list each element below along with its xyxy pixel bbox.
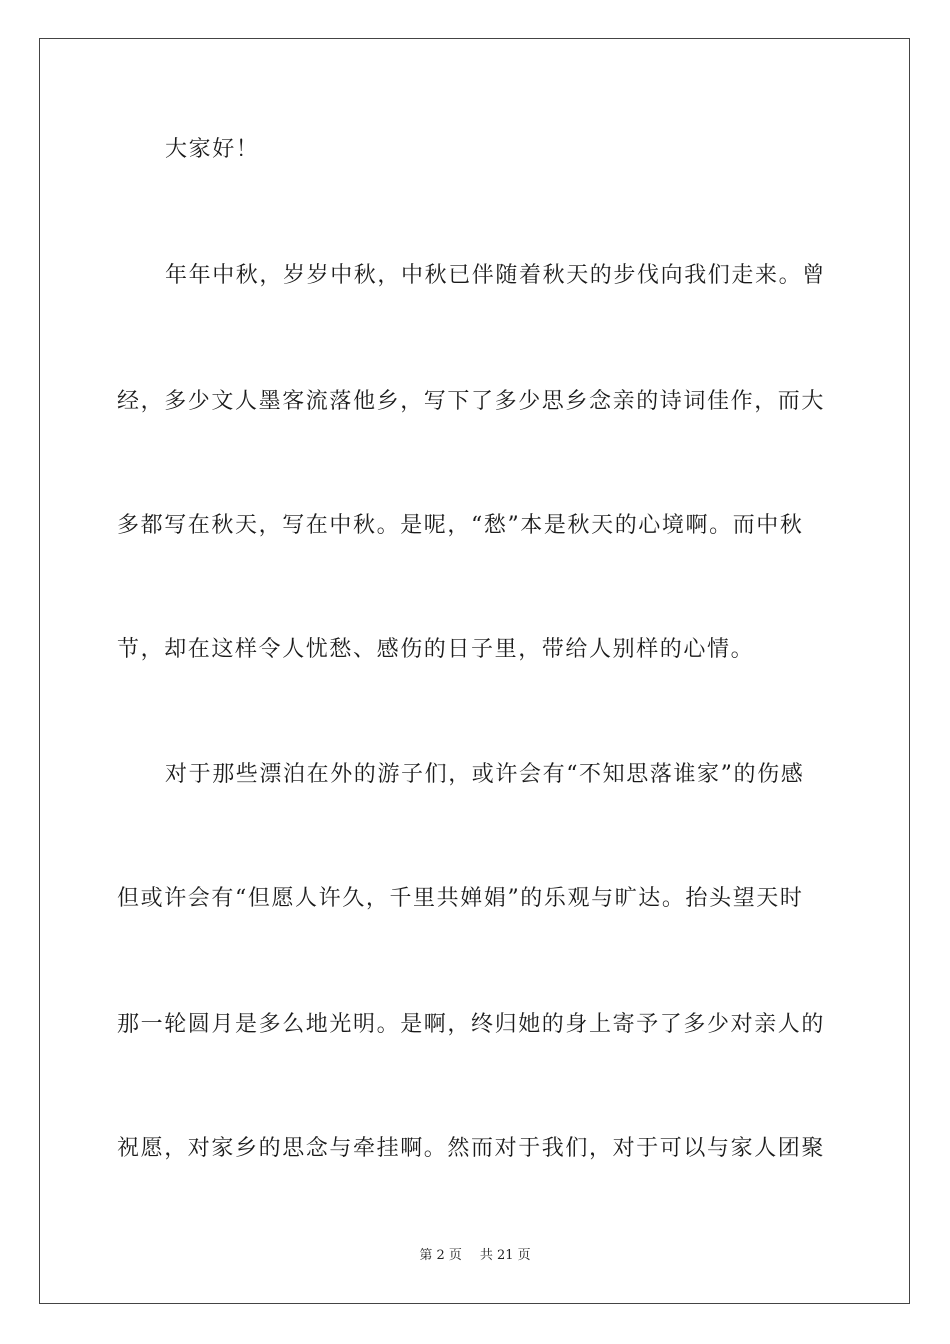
paragraph-line: 年年中秋，岁岁中秋，中秋已伴随着秋天的步伐向我们走来。曾 [165,263,826,288]
greeting-line: 大家好！ [165,137,260,162]
page-total: 共 21 页 [479,1248,531,1263]
paragraph-line: 那一轮圆月是多么地光明。是啊，终归她的身上寄予了多少对亲人的 [117,1012,826,1037]
page-footer [0,1247,950,1265]
paragraph-line: 节，却在这样令人忧愁、感伤的日子里，带给人别样的心情。 [117,637,755,662]
page-border [39,38,910,1304]
page-number: 第 2 页 [419,1248,462,1263]
paragraph-line: 多都写在秋天，写在中秋。是呢，“愁”本是秋天的心境啊。而中秋 [117,513,804,538]
paragraph-line: 祝愿，对家乡的思念与牵挂啊。然而对于我们，对于可以与家人团聚 [117,1136,826,1161]
paragraph-line: 但或许会有“但愿人许久，千里共婵娟”的乐观与旷达。抬头望天时 [117,886,804,911]
paragraph-line: 对于那些漂泊在外的游子们，或许会有“不知思落谁家”的伤感 [165,762,805,787]
paragraph-line: 经，多少文人墨客流落他乡，写下了多少思乡念亲的诗词佳作，而大 [117,389,826,414]
